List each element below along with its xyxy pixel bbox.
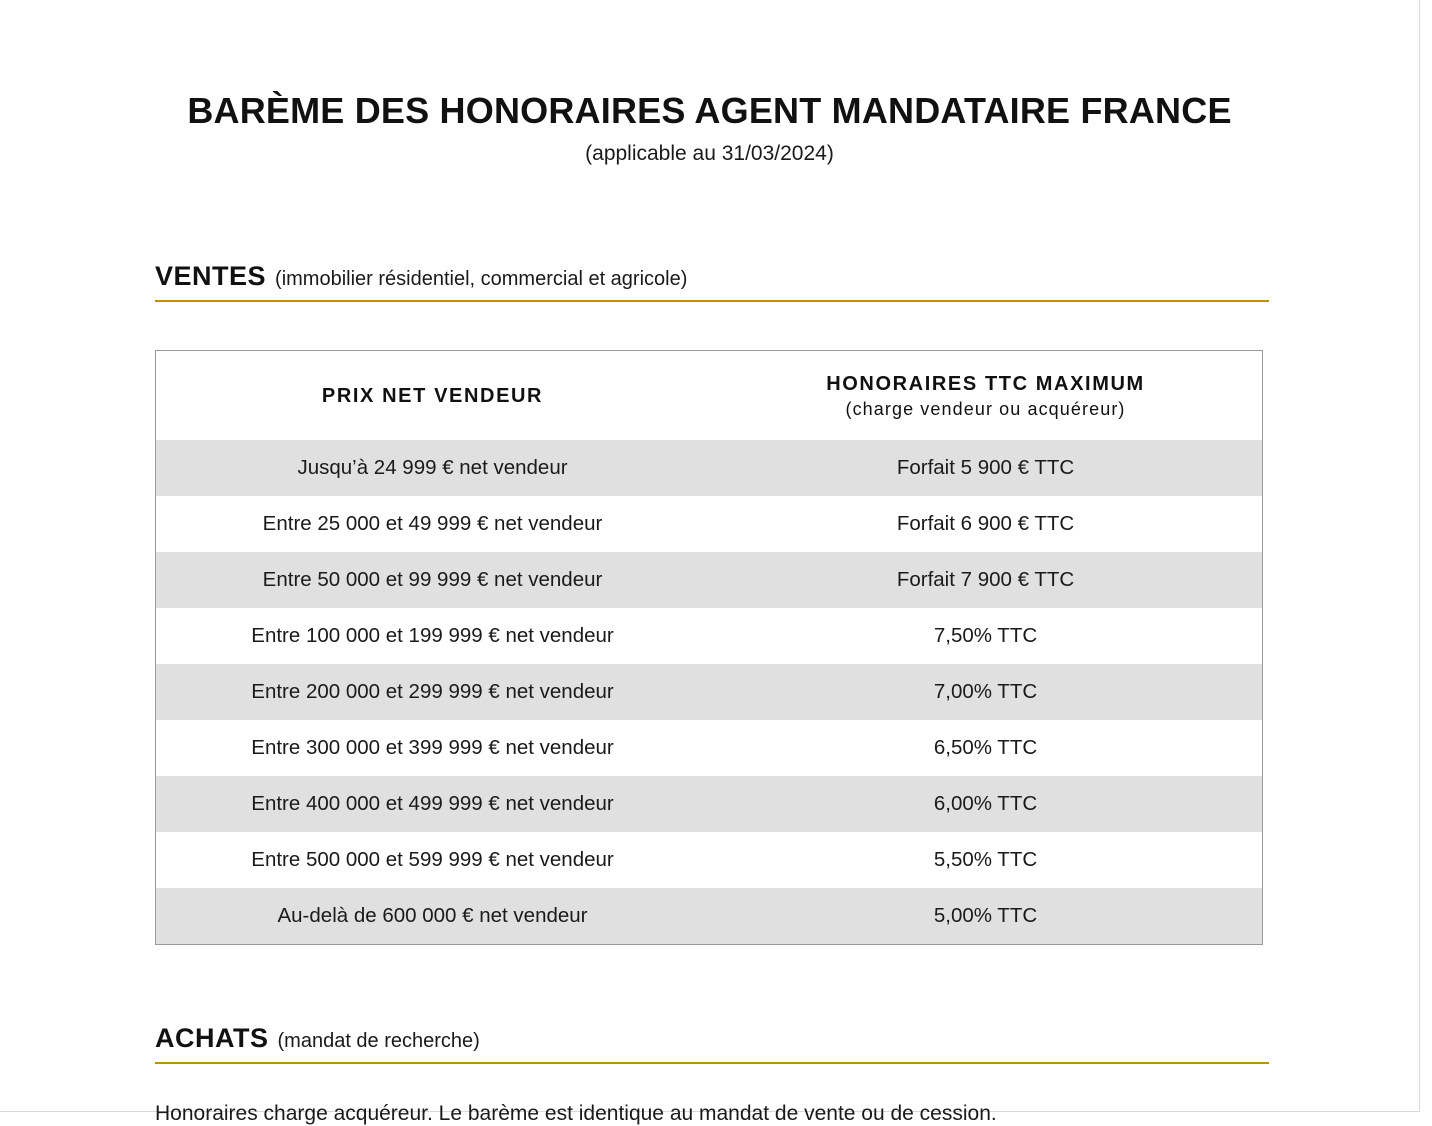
- cell-prix: Entre 300 000 et 399 999 € net vendeur: [156, 720, 710, 776]
- cell-prix: Entre 25 000 et 49 999 € net vendeur: [156, 496, 710, 552]
- table-row: [156, 664, 1263, 720]
- table-row: [156, 552, 1263, 608]
- table-row: [156, 832, 1263, 888]
- cell-honoraires: 5,00% TTC: [709, 888, 1263, 945]
- cell-honoraires: 6,00% TTC: [709, 776, 1263, 832]
- table-row: [156, 888, 1263, 945]
- section-heading-ventes: [155, 261, 1269, 302]
- cell-prix: Entre 400 000 et 499 999 € net vendeur: [156, 776, 710, 832]
- cell-honoraires: Forfait 5 900 € TTC: [709, 440, 1263, 496]
- cell-honoraires: Forfait 7 900 € TTC: [709, 552, 1263, 608]
- section-achats: [155, 1023, 1269, 1126]
- section-heading-achats-subtitle: (mandat de recherche): [277, 1030, 480, 1052]
- cell-honoraires: 5,50% TTC: [709, 832, 1263, 888]
- page-title: BARÈME DES HONORAIRES AGENT MANDATAIRE FRANCE: [187, 90, 1232, 131]
- column-header-honoraires: [709, 351, 1263, 441]
- column-header-prix-label: PRIX NET VENDEUR: [321, 385, 544, 407]
- table-row: [156, 776, 1263, 832]
- cell-prix: Entre 500 000 et 599 999 € net vendeur: [156, 832, 710, 888]
- table-row: [156, 440, 1263, 496]
- cell-prix: Au-delà de 600 000 € net vendeur: [156, 888, 710, 945]
- section-heading-achats: [155, 1023, 1269, 1064]
- column-header-honoraires-sublabel: (charge vendeur ou acquéreur): [845, 399, 1126, 419]
- table-row: [156, 496, 1263, 552]
- column-header-prix-net-vendeur: [156, 351, 710, 441]
- cell-honoraires: 7,50% TTC: [709, 608, 1263, 664]
- cell-honoraires: Forfait 6 900 € TTC: [709, 496, 1263, 552]
- table-row: [156, 720, 1263, 776]
- cell-prix: Entre 100 000 et 199 999 € net vendeur: [156, 608, 710, 664]
- section-ventes: [155, 261, 1269, 945]
- cell-prix: Entre 200 000 et 299 999 € net vendeur: [156, 664, 710, 720]
- cell-prix: Jusqu’à 24 999 € net vendeur: [156, 440, 710, 496]
- column-header-honoraires-label: HONORAIRES TTC MAXIMUM: [826, 373, 1145, 395]
- section-heading-ventes-title: VENTES: [155, 261, 267, 291]
- cell-prix: Entre 50 000 et 99 999 € net vendeur: [156, 552, 710, 608]
- table-header-row: [156, 351, 1263, 441]
- table-row: [156, 608, 1263, 664]
- section-heading-achats-title: ACHATS: [155, 1023, 269, 1053]
- achats-note: Honoraires charge acquéreur. Le barème est identique au mandat de vente ou de cession.: [155, 1102, 997, 1125]
- table-body: [156, 440, 1263, 945]
- cell-honoraires: 6,50% TTC: [709, 720, 1263, 776]
- cell-honoraires: 7,00% TTC: [709, 664, 1263, 720]
- ventes-fee-table: [155, 350, 1263, 945]
- table-header: [156, 351, 1263, 441]
- page-subtitle: (applicable au 31/03/2024): [585, 142, 834, 165]
- section-heading-ventes-subtitle: (immobilier résidentiel, commercial et agricole): [275, 268, 688, 290]
